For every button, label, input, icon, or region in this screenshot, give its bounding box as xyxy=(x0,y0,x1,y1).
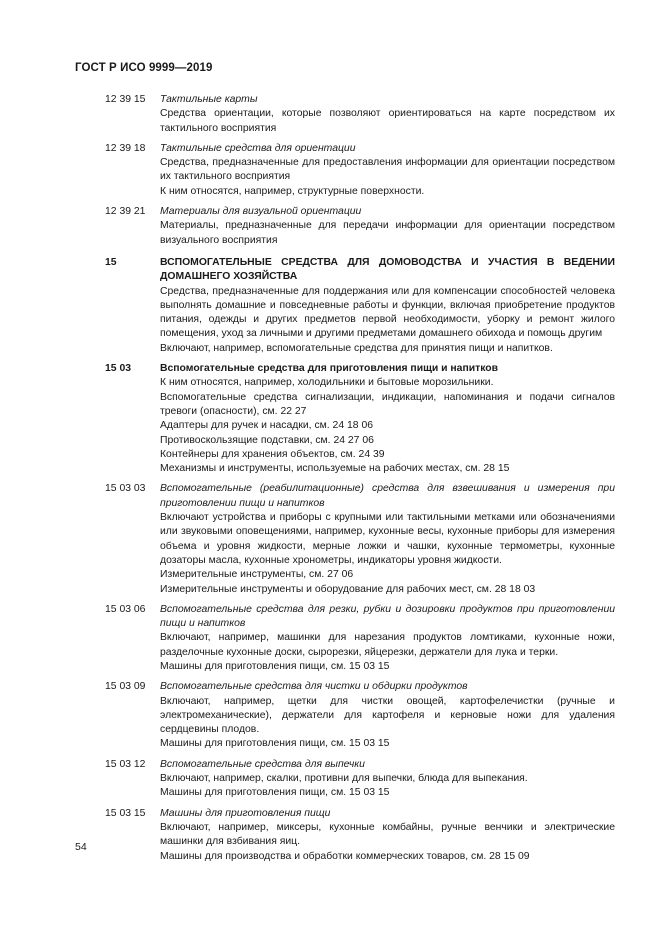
entry-title: Вспомогательные средства для приготовления пищи и напитков xyxy=(160,363,499,375)
entry-text: Включают, например, щетки для чистки овощей, картофелечистки (ручные и электромеханические), держатели для картофеля и керновые ножи для удаления сердцевины плодов. xyxy=(160,695,615,736)
entry-text: Измерительные инструменты, см. 27 06 xyxy=(160,569,354,581)
entry-text: Средства ориентации, которые позволяют ориентироваться на карте посредством их тактильного восприятия xyxy=(160,108,615,134)
entry-title: ВСПОМОГАТЕЛЬНЫЕ СРЕДСТВА ДЛЯ ДОМОВОДСТВА И УЧАСТИЯ В ВЕДЕНИИ ДОМАШНЕГО ХОЗЯЙСТВА xyxy=(160,256,615,283)
entry-text: Включают, например, машинки для нарезания продуктов ломтиками, кухонные ножи, разделочные кухонные доски, сырорезки, яйцерезки, держатели для лука и терки. xyxy=(160,632,615,658)
entry-text: Средства, предназначенные для поддержания или для компенсации способностей человека выполнять домашние и повседневные работы и функции, включая приобретение продуктов питания, одежды и других предметов первой необходимости, уборку и ремонт жилого помещения, уход за личными и другими предметами домашнего обихода и помощь другим xyxy=(160,285,615,340)
entry-code: 15 xyxy=(105,256,117,268)
entry-text: Включают устройства и приборы с крупными или тактильными метками или обозначениями или звуковыми оповещениями, например, кухонные весы, кухонные приборы для измерения объема и уровня жидкости, мерные ложки и чашки, кухонные термометры, кухонные дозаторы масла, кухонные хронометры, индикаторы уровня жидкости. xyxy=(160,512,615,566)
entry-text: Машины для приготовления пищи, см. 15 03 15 xyxy=(160,787,390,799)
entry-title: Вспомогательные средства для резки, рубки и дозировки продуктов при приготовлении пищи и напитков xyxy=(160,603,615,630)
entry-text: Машины для производства и обработки коммерческих товаров, см. 28 15 09 xyxy=(160,850,530,862)
list-item xyxy=(105,362,615,476)
entry-title: Тактильные средства для ориентации xyxy=(160,142,356,154)
entry-title: Вспомогательные средства для выпечки xyxy=(160,758,365,770)
document-header: ГОСТ Р ИСО 9999—2019 xyxy=(75,62,213,74)
entry-text: К ним относятся, например, структурные поверхности. xyxy=(160,185,425,197)
entry-code: 12 39 21 xyxy=(105,206,146,218)
entry-text: Включают, например, миксеры, кухонные комбайны, ручные венчики и электрические машинки для взбивания яиц. xyxy=(160,821,615,848)
entry-text: Машины для приготовления пищи, см. 15 03 15 xyxy=(160,738,390,750)
entry-title: Вспомогательные средства для чистки и обдирки продуктов xyxy=(160,681,468,693)
entry-title: Тактильные карты xyxy=(160,94,258,105)
entry-code: 12 39 15 xyxy=(105,94,146,105)
entry-text: Включают, например, скалки, противни для выпечки, блюда для выпекания. xyxy=(160,773,528,785)
list-item xyxy=(105,807,615,864)
entry-text: Материалы, предназначенные для передачи информации для ориентации посредством визуального восприятия xyxy=(160,220,615,246)
list-item xyxy=(105,758,615,801)
entry-text: Противоскользящие подставки, см. 24 27 06 xyxy=(160,434,374,446)
entry-text: Включают, например, вспомогательные средства для принятия пищи и напитков. xyxy=(160,342,553,354)
entry-text: Измерительные инструменты и оборудование для рабочих мест, см. 28 18 03 xyxy=(160,583,536,595)
entry-code: 15 03 15 xyxy=(105,807,146,819)
entry-text: Механизмы и инструменты, используемые на рабочих местах, см. 28 15 xyxy=(160,463,510,475)
list-item xyxy=(105,680,615,751)
entry-code: 12 39 18 xyxy=(105,142,146,154)
classification-list xyxy=(105,93,615,870)
list-item xyxy=(105,142,615,199)
page-number: 54 xyxy=(75,841,87,853)
entry-code: 15 03 xyxy=(105,363,132,375)
list-item xyxy=(105,603,615,674)
entry-text: Средства, предназначенные для предоставления информации для ориентации посредством их тактильного восприятия xyxy=(160,157,615,183)
list-item xyxy=(105,256,615,356)
entry-text: Контейнеры для хранения объектов, см. 24 39 xyxy=(160,448,385,460)
list-item xyxy=(105,93,615,136)
entry-text: Вспомогательные средства сигнализации, индикации, напоминания и подачи сигналов тревоги (опасности), см. 22 27 xyxy=(160,391,615,417)
list-item xyxy=(105,482,615,596)
list-item xyxy=(105,205,615,248)
entry-text: Адаптеры для ручек и насадки, см. 24 18 06 xyxy=(160,420,374,432)
entry-title: Материалы для визуальной ориентации xyxy=(160,206,362,218)
entry-text: К ним относятся, например, холодильники и бытовые морозильники. xyxy=(160,377,494,389)
entry-code: 15 03 03 xyxy=(105,483,146,495)
entry-title: Машины для приготовления пищи xyxy=(160,807,331,819)
entry-code: 15 03 09 xyxy=(105,681,146,693)
entry-code: 15 03 06 xyxy=(105,603,146,615)
entry-code: 15 03 12 xyxy=(105,758,146,770)
entry-title: Вспомогательные (реабилитационные) средства для взвешивания и измерения при приготовлении пищи и напитков xyxy=(160,483,615,509)
entry-text: Машины для приготовления пищи, см. 15 03 15 xyxy=(160,660,390,672)
